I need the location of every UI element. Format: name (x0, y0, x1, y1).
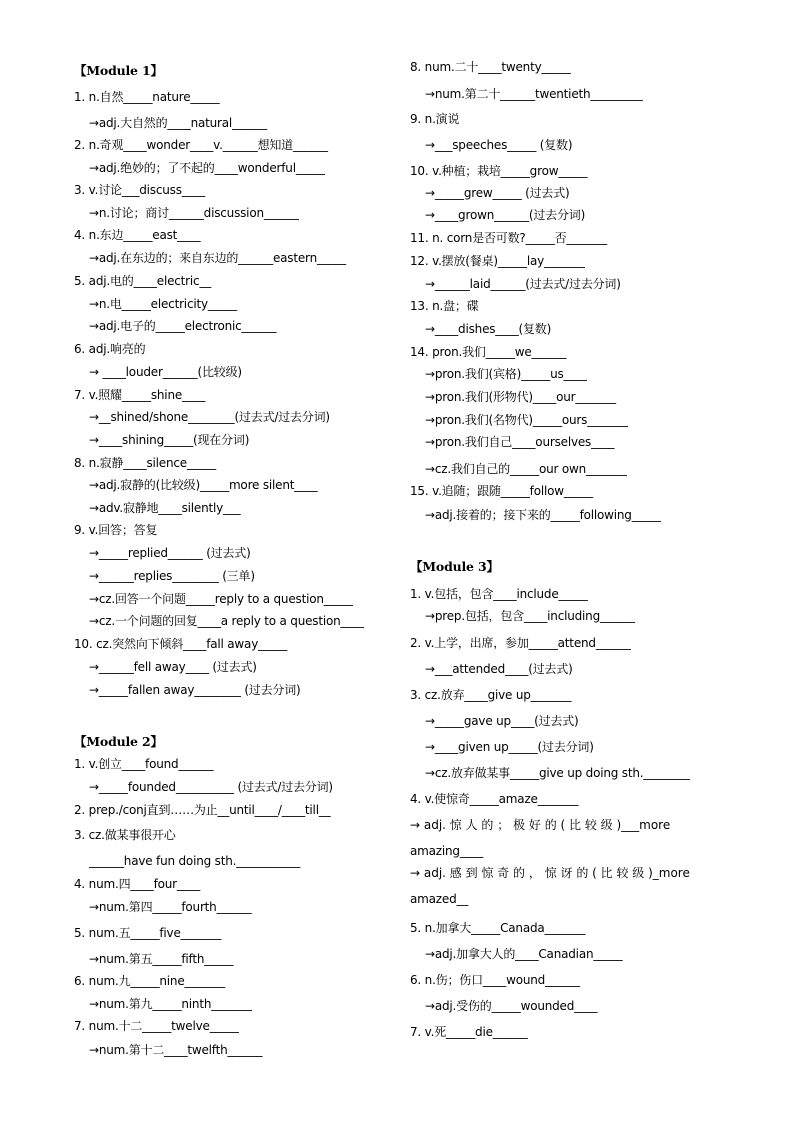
entry-line: ______have fun doing sth.___________ (89, 854, 301, 868)
entry-line: 10. v.种植；栽培_____grow_____ (410, 164, 588, 178)
entry-line: 3. cz.做某事很开心 (74, 828, 176, 842)
module-1-heading: 【Module 1】 (74, 63, 163, 78)
entry-line-justified: → adj. 惊 人 的 ； 极 好 的 ( 比 较 级 )___more (410, 818, 671, 832)
entry-line: →pron.我们(名物代)_____ours_______ (425, 413, 628, 427)
entry-line: 4. n.东边_____east____ (74, 228, 201, 242)
entry-line: →_____replied______ (过去式) (89, 546, 251, 560)
module-3-heading: 【Module 3】 (410, 559, 499, 574)
entry-line: →n.讨论；商讨______discussion______ (89, 206, 299, 220)
entry-line: 2. v.上学，出席，参加_____attend______ (410, 636, 631, 650)
entry-line: →adj.接着的；接下来的_____following_____ (425, 508, 661, 522)
entry-line: →cz.我们自己的_____our own_______ (425, 462, 627, 476)
entry-line: →___speeches_____ (复数) (425, 138, 573, 152)
entry-line: 12. v.摆放(餐桌)_____lay_______ (410, 254, 585, 268)
entry-line: 6. num.九_____nine_______ (74, 974, 226, 988)
entry-line: 7. v.死_____die______ (410, 1025, 528, 1039)
entry-line: 10. cz.突然向下倾斜____fall away_____ (74, 637, 288, 651)
entry-line: 7. num.十二_____twelve_____ (74, 1019, 239, 1033)
entry-line: →adj.在东边的；来自东边的______eastern_____ (89, 251, 346, 265)
entry-line: →____shining_____(现在分词) (89, 433, 250, 447)
entry-line: →_____grew_____ (过去式) (425, 186, 570, 200)
entry-line: 6. adj.响亮的 (74, 342, 146, 356)
entry-line: 2. prep./conj直到……为止__until____/____till__ (74, 803, 331, 817)
entry-line: 15. v.追随；跟随_____follow_____ (410, 484, 593, 498)
entry-line: 1. v.创立____found______ (74, 757, 214, 771)
entry-line: →_____fallen away________ (过去分词) (89, 683, 301, 697)
entry-line: 14. pron.我们_____we______ (410, 345, 567, 359)
entry-line: 3. cz.放弃____give up_______ (410, 688, 572, 702)
entry-line: 8. num.二十____twenty_____ (410, 60, 571, 74)
entry-line: → ____louder______(比较级) (89, 365, 242, 379)
entry-line: →adj.电子的_____electronic______ (89, 319, 277, 333)
entry-line: 7. v.照耀_____shine____ (74, 388, 206, 402)
entry-line: 5. adj.电的____electric__ (74, 274, 212, 288)
entry-line: →cz.回答一个问题_____reply to a question_____ (89, 592, 353, 606)
entry-line: →num.第二十______twentieth_________ (425, 87, 643, 101)
entry-line: 9. v.回答；答复 (74, 523, 158, 537)
entry-line: →adv.寂静地____silently___ (89, 501, 241, 515)
entry-line: →_____gave up____(过去式) (425, 714, 579, 728)
entry-line: 3. v.讨论___discuss____ (74, 183, 205, 197)
entry-line: 13. n.盘；碟 (410, 299, 479, 313)
entry-line: →pron.我们自己____ourselves____ (425, 435, 615, 449)
entry-line: →____dishes____(复数) (425, 322, 552, 336)
module-2-heading: 【Module 2】 (74, 734, 163, 749)
entry-line: amazing____ (410, 844, 484, 858)
entry-line: →pron.我们(形物代)____our_______ (425, 390, 616, 404)
entry-line: →______fell away____ (过去式) (89, 660, 257, 674)
entry-line: →num.第五_____fifth_____ (89, 952, 234, 966)
entry-line: →pron.我们(宾格)_____us____ (425, 367, 587, 381)
entry-line: 4. num.四____four____ (74, 877, 201, 891)
entry-line: 5. n.加拿大_____Canada_______ (410, 921, 586, 935)
entry-line: →______laid______(过去式/过去分词) (425, 277, 621, 291)
entry-line: →num.第九_____ninth_______ (89, 997, 252, 1011)
entry-line: →___attended____(过去式) (425, 662, 573, 676)
entry-line-justified: → adj. 感 到 惊 奇 的 ， 惊 讶 的 ( 比 较 级 )_more (410, 866, 690, 880)
entry-line: →______replies________ (三单) (89, 569, 255, 583)
entry-line: 8. n.寂静____silence_____ (74, 456, 216, 470)
entry-line: →adj.受伤的_____wounded____ (425, 999, 598, 1013)
entry-line: →n.电_____electricity_____ (89, 297, 237, 311)
entry-line: →__shined/shone________(过去式/过去分词) (89, 410, 330, 424)
entry-line: →____given up_____(过去分词) (425, 740, 594, 754)
entry-line: 9. n.演说 (410, 112, 460, 126)
entry-line: 1. v.包括，包含____include_____ (410, 587, 588, 601)
entry-line: amazed__ (410, 892, 469, 906)
entry-line: →____grown______(过去分词) (425, 208, 586, 222)
entry-line: →cz.放弃做某事_____give up doing sth.________ (425, 766, 690, 780)
entry-line: →_____founded__________ (过去式/过去分词) (89, 780, 333, 794)
entry-line: 6. n.伤；伤口____wound______ (410, 973, 580, 987)
entry-line: 1. n.自然_____nature_____ (74, 90, 220, 104)
entry-line: →cz.一个问题的回复____a reply to a question____ (89, 614, 364, 628)
entry-line: →num.第十二____twelfth______ (89, 1043, 263, 1057)
entry-line: →adj.加拿大人的____Canadian_____ (425, 947, 623, 961)
entry-line: 11. n. corn是否可数?_____否_______ (410, 231, 607, 245)
entry-line: →adj.大自然的____natural______ (89, 116, 267, 130)
entry-line: 2. n.奇观____wonder____v.______想知道______ (74, 138, 328, 152)
entry-line: 4. v.使惊奇_____amaze_______ (410, 792, 579, 806)
entry-line: →adj.绝妙的；了不起的____wonderful_____ (89, 161, 325, 175)
entry-line: 5. num.五_____five_______ (74, 926, 222, 940)
entry-line: →prep.包括，包含____including______ (425, 609, 635, 623)
entry-line: →adj.寂静的(比较级)_____more silent____ (89, 478, 318, 492)
entry-line: →num.第四_____fourth______ (89, 900, 252, 914)
